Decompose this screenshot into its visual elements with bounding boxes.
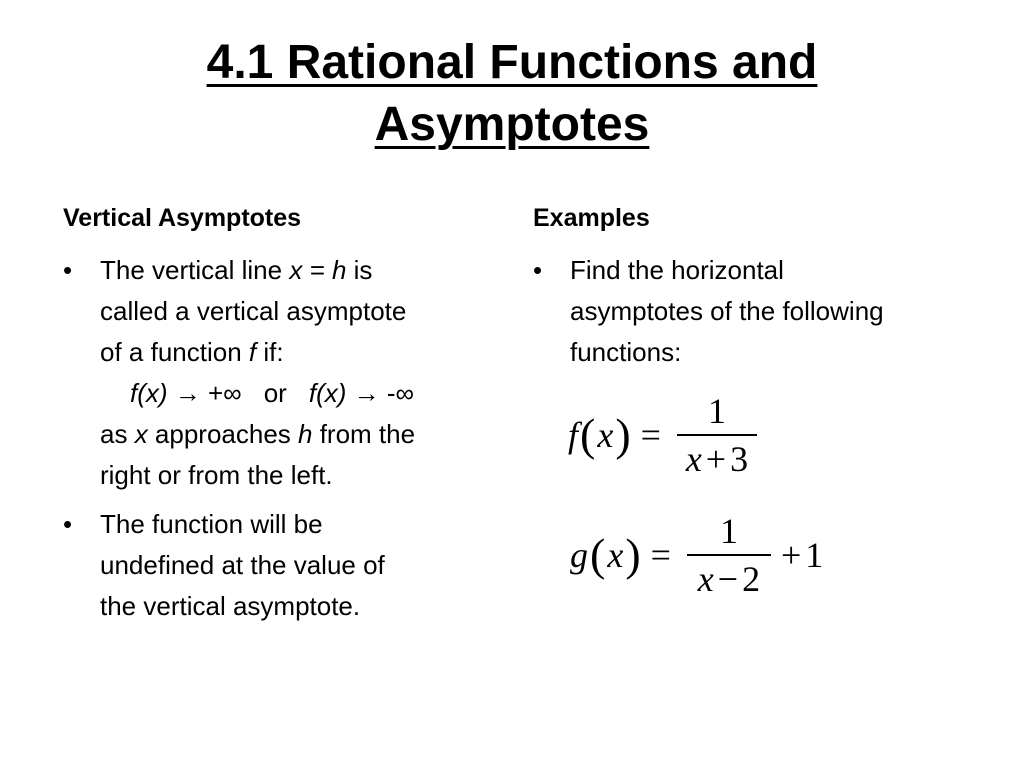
list-item: • The vertical line x = h is called a vertical asymptote of a function f if: f(x) → +∞ or f(x) → -∞ as x approaches h from the right or from the left.	[63, 250, 493, 496]
fraction	[677, 392, 757, 478]
vertical-asymptotes-heading: Vertical Asymptotes	[63, 204, 302, 232]
bullet-icon: •	[63, 255, 73, 285]
list-item: • Find the horizontal asymptotes of the following functions:	[533, 250, 973, 373]
numerator: 1	[707, 391, 726, 431]
title-line-2: Asymptotes	[374, 98, 650, 151]
denominator: x + 3	[685, 439, 749, 479]
numerator: 1	[719, 511, 738, 551]
bullet-icon: •	[533, 255, 543, 285]
slide-title	[0, 32, 1024, 156]
limit-condition: f(x) → +∞ or f(x) → -∞	[130, 378, 415, 408]
examples-list	[533, 250, 973, 381]
formula-g: g ( x ) = $\frac{1}{x - 2}$ + 1	[570, 511, 824, 599]
list-item: • The function will be undefined at the value of the vertical asymptote.	[63, 504, 493, 627]
title-line-1: 4.1 Rational Functions and	[206, 36, 818, 89]
fraction	[687, 512, 771, 598]
examples-heading: Examples	[533, 204, 650, 232]
formula-f: f ( x ) = $\frac{1}{x + 3}$	[568, 392, 763, 478]
vertical-asymptotes-list	[63, 250, 493, 635]
bullet-icon: •	[63, 509, 73, 539]
denominator: x − 2	[697, 559, 761, 599]
